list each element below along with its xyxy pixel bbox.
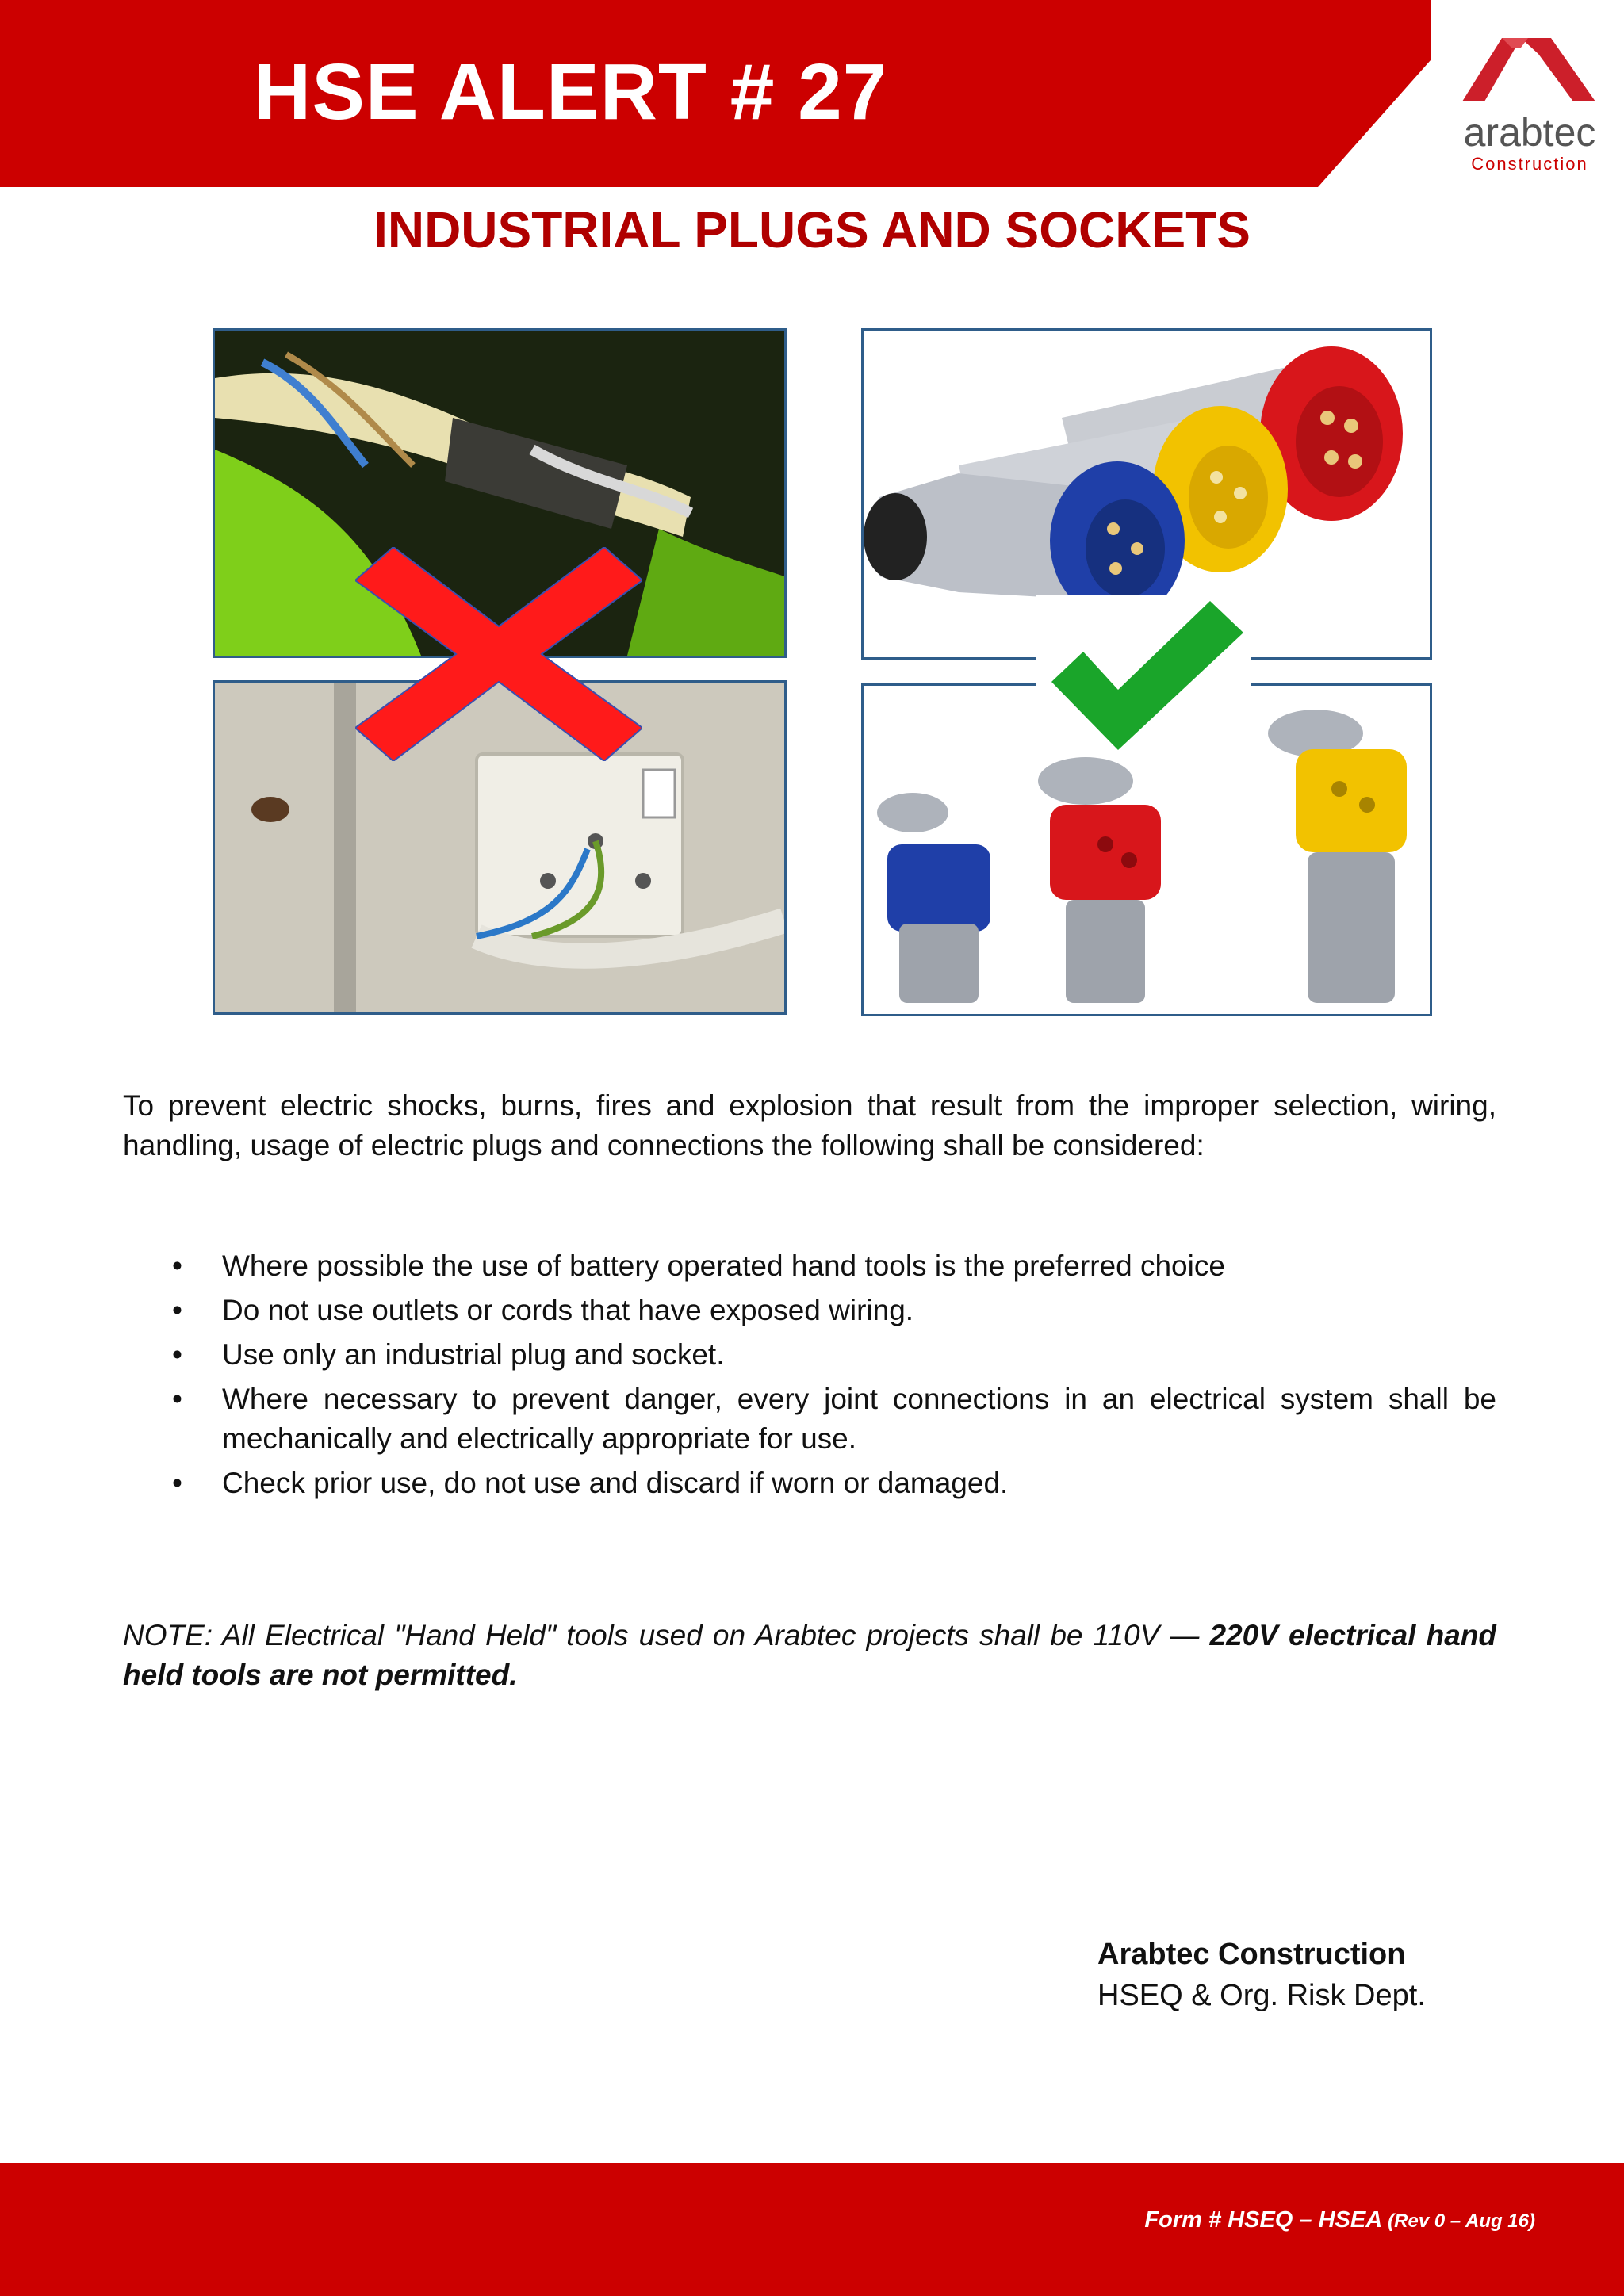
check-mark-icon (1036, 595, 1251, 753)
alert-title: HSE ALERT # 27 (254, 48, 888, 136)
form-reference: Form # HSEQ – HSEA (Rev 0 – Aug 16) (1144, 2207, 1535, 2233)
bullet-icon: • (172, 1294, 182, 1326)
bullet-icon: • (172, 1338, 182, 1371)
bullet-icon: • (172, 1467, 182, 1499)
intro-paragraph: To prevent electric shocks, burns, fires and explosion that result from the improper selection, wiring, handling, usage of electric plugs and connections the following shall be considered: (123, 1089, 1496, 1161)
logo-text: arabtec (1463, 110, 1596, 155)
list-item: • Do not use outlets or cords that have exposed wiring. (123, 1291, 1496, 1330)
note-paragraph: NOTE: All Electrical "Hand Held" tools used on Arabtec projects shall be 110V — 220V electrical hand held tools are not permitted. (123, 1619, 1496, 1691)
alert-subtitle: INDUSTRIAL PLUGS AND SOCKETS (373, 201, 1251, 258)
logo-mark-icon (1432, 0, 1624, 119)
form-revision: (Rev 0 – Aug 16) (1388, 2210, 1535, 2232)
logo-subtext: Construction (1471, 154, 1588, 174)
bullet-icon: • (172, 1383, 182, 1415)
bullet-icon: • (172, 1249, 182, 1282)
list-item: • Check prior use, do not use and discard if worn or damaged. (123, 1464, 1496, 1503)
signoff-department: HSEQ & Org. Risk Dept. (1097, 1979, 1426, 2012)
list-item: • Use only an industrial plug and socket. (123, 1335, 1496, 1375)
signoff-company: Arabtec Construction (1097, 1938, 1406, 1971)
list-item: • Where necessary to prevent danger, every joint connections in an electrical system shall be mechanically and electrically appropriate for use. (123, 1380, 1496, 1459)
cross-mark-icon (355, 547, 642, 761)
precautions-list (123, 1246, 1496, 1508)
list-item: • Where possible the use of battery operated hand tools is the preferred choice (123, 1246, 1496, 1286)
note-emphasis: 220V electrical hand held tools are not permitted. (123, 1619, 1496, 1691)
